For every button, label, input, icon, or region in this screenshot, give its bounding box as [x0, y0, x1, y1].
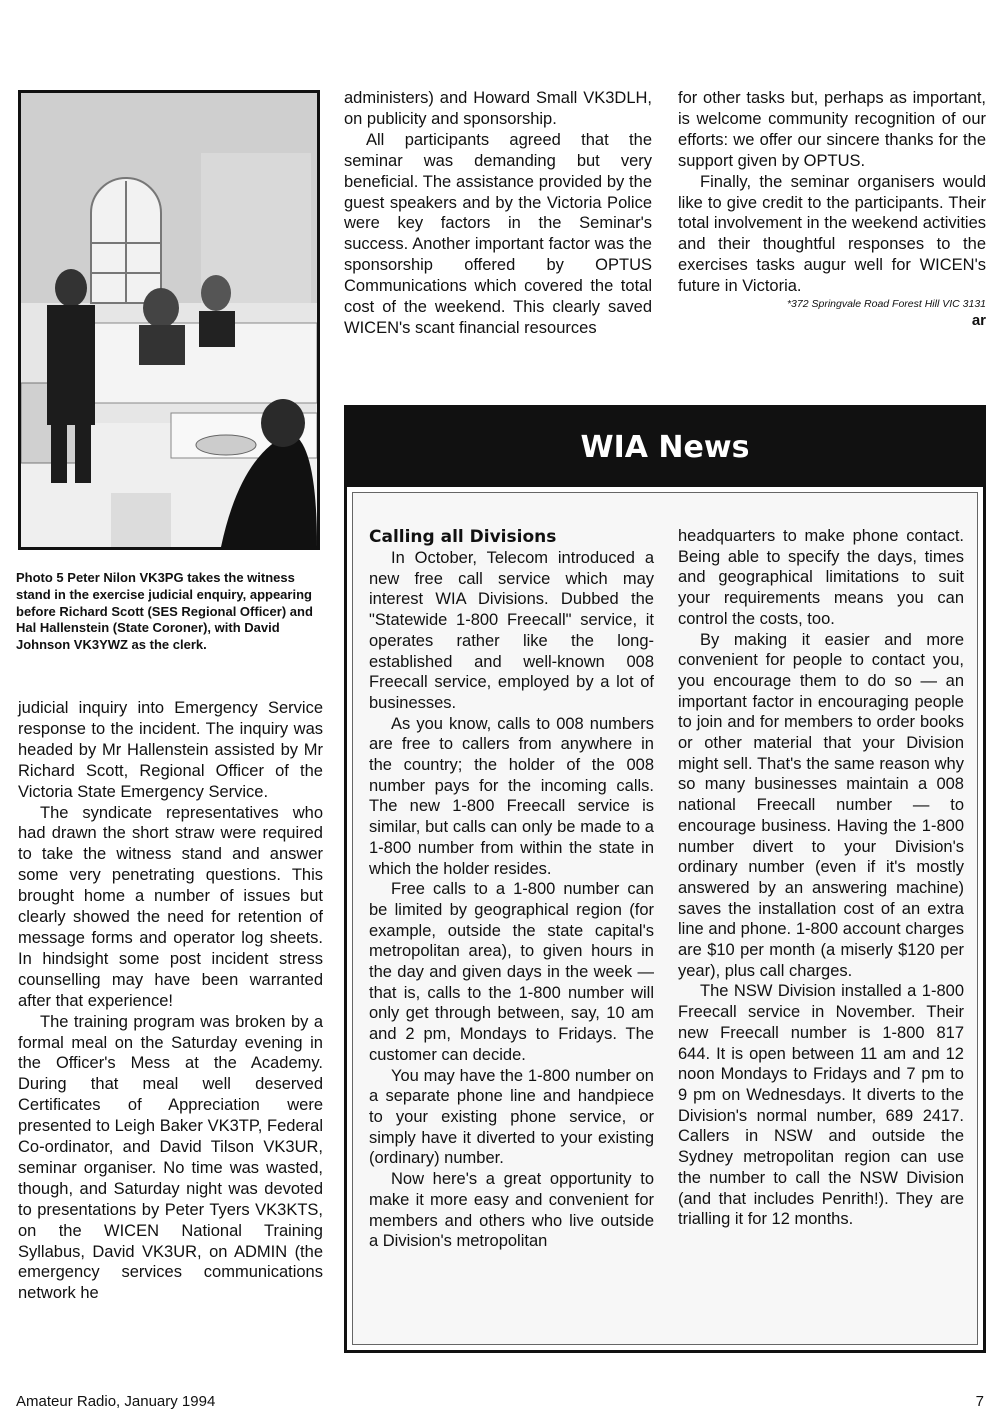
- footer-page-number: 7: [975, 1393, 984, 1410]
- middle-column: [344, 88, 652, 339]
- news-paragraph: Now here's a great opportunity to make it more easy and convenient for members and others who live outside a Division's metropolitan: [369, 1170, 654, 1251]
- right-paragraph: Finally, the seminar organisers would like to give credit to the participants. Their total involvement in the weekend activities and their thoughtful responses to the exercises tasks augur well for WICEN's future in Victoria.: [678, 172, 986, 296]
- courtroom-photo-illustration: [21, 93, 317, 547]
- news-paragraph: The NSW Division installed a 1-800 Freecall service in November. Their new Freecall number is 1-800 817 644. It is open between 11 am and 12 noon Mondays to Fridays and 7 pm to 9 pm on Wednesdays. It diverts to the Division's normal number, 689 2417. Callers in NSW and outside the Sydney metropolitan region can use the number to call the NSW Division (and that includes Penrith!). They are trialling it for 12 months.: [678, 982, 964, 1229]
- middle-paragraph: administers) and Howard Small VK3DLH, on publicity and sponsorship.: [344, 89, 652, 128]
- left-column: [18, 698, 323, 1304]
- news-paragraph: Free calls to a 1-800 number can be limited by geographical region (for example, outside the state capital's metropolitan area), to given hours in the day and given days in the week — that is, calls to the 1-800 number will only get through between, say, 10 am and 2 pm, Mondays to Fridays. The customer can decide.: [369, 880, 654, 1064]
- right-paragraph: for other tasks but, perhaps as important, is welcome community recognition of our efforts: we offer our sincere thanks for the support given by OPTUS.: [678, 89, 986, 170]
- courtroom-photo: [18, 90, 320, 550]
- photo-caption: Photo 5 Peter Nilon VK3PG takes the witness stand in the exercise judicial enquiry, appearing before Richard Scott (SES Regional Officer) and Hal Hallenstein (State Coroner), with David Johnson VK3YWZ as the clerk.: [16, 570, 313, 653]
- right-column: [678, 88, 986, 331]
- left-paragraph: The training program was broken by a formal meal on the Saturday evening in the Officer's Mess at the Academy. During that meal well deserved Certificates of Appreciation were presented to Leigh Baker VK3TP, Federal Co-ordinator, and David Tilson VK3UR, seminar organiser. No time was wasted, though, and Saturday night was devoted to presentations by Peter Tyers VK3KTS, on the WICEN National Training Syllabus, David VK3UR, on ADMIN (the emergency services communications network he: [18, 1012, 323, 1303]
- author-address: *372 Springvale Road Forest Hill VIC 3131: [786, 298, 986, 311]
- left-paragraph: The syndicate representatives who had drawn the short straw were required to take the witness stand and answer some very penetrating questions. This brought home a number of issues but clearly showed the need for retention of message forms and operator log sheets. In hindsight some post incident stress counselling may have been warranted after that experience!: [18, 803, 323, 1010]
- news-paragraph: As you know, calls to 008 numbers are free to callers from anywhere in the country; the holder of the 008 number pays for the incoming calls. The new 1-800 Freecall service is similar, but calls can only be made to a 1-800 number from within the state in which the holder resides.: [369, 714, 654, 878]
- news-column-1: [369, 526, 654, 1252]
- left-paragraph: judicial inquiry into Emergency Service response to the incident. The inquiry was headed by Mr Hallenstein assisted by Mr Richard Scott, Regional Officer of the Victoria State Emergency Service.: [18, 699, 323, 801]
- news-column-2: [678, 526, 964, 1230]
- news-paragraph: You may have the 1-800 number on a separate phone line and handpiece to your existing phone service, or simply have it diverted to your existing (ordinary) number.: [369, 1066, 654, 1168]
- news-heading: Calling all Divisions: [369, 527, 557, 547]
- end-mark: ar: [971, 312, 986, 330]
- wia-news-banner: WIA News: [347, 408, 983, 487]
- news-paragraph: headquarters to make phone contact. Being able to specify the days, times and geographical limitations to suit your requirements means you can control the costs, too.: [678, 527, 964, 628]
- middle-paragraph: All participants agreed that the seminar was demanding but very beneficial. The assistance provided by the guest speakers and by the Victoria Police were key factors in the Seminar's success. Another important factor was the sponsorship offered by OPTUS Communications which covered the total cost of the weekend. This clearly saved WICEN's scant financial resources: [344, 130, 652, 337]
- footer-publication: Amateur Radio, January 1994: [16, 1393, 216, 1410]
- news-paragraph: In October, Telecom introduced a new free call service which may interest WIA Divisions. Dubbed the "Statewide 1-800 Freecall" service, it operates rather like the long-established and well-known 008 Freecall service, employed by a lot of businesses.: [369, 549, 654, 712]
- news-paragraph: By making it easier and more convenient for people to contact you, you encourage them to do so — an important factor in encouraging people to join and for members to order books or other material that your Division might sell. That's the same reason why so many businesses maintain a 008 national Freecall number — to encourage business. Having the 1-800 number divert to your Division's ordinary number (even if it's mostly answered by an answering machine) saves the installation cost of an extra line and phone. 1-800 account charges are $10 per month (a miserly $120 per year), plus call charges.: [678, 630, 964, 980]
